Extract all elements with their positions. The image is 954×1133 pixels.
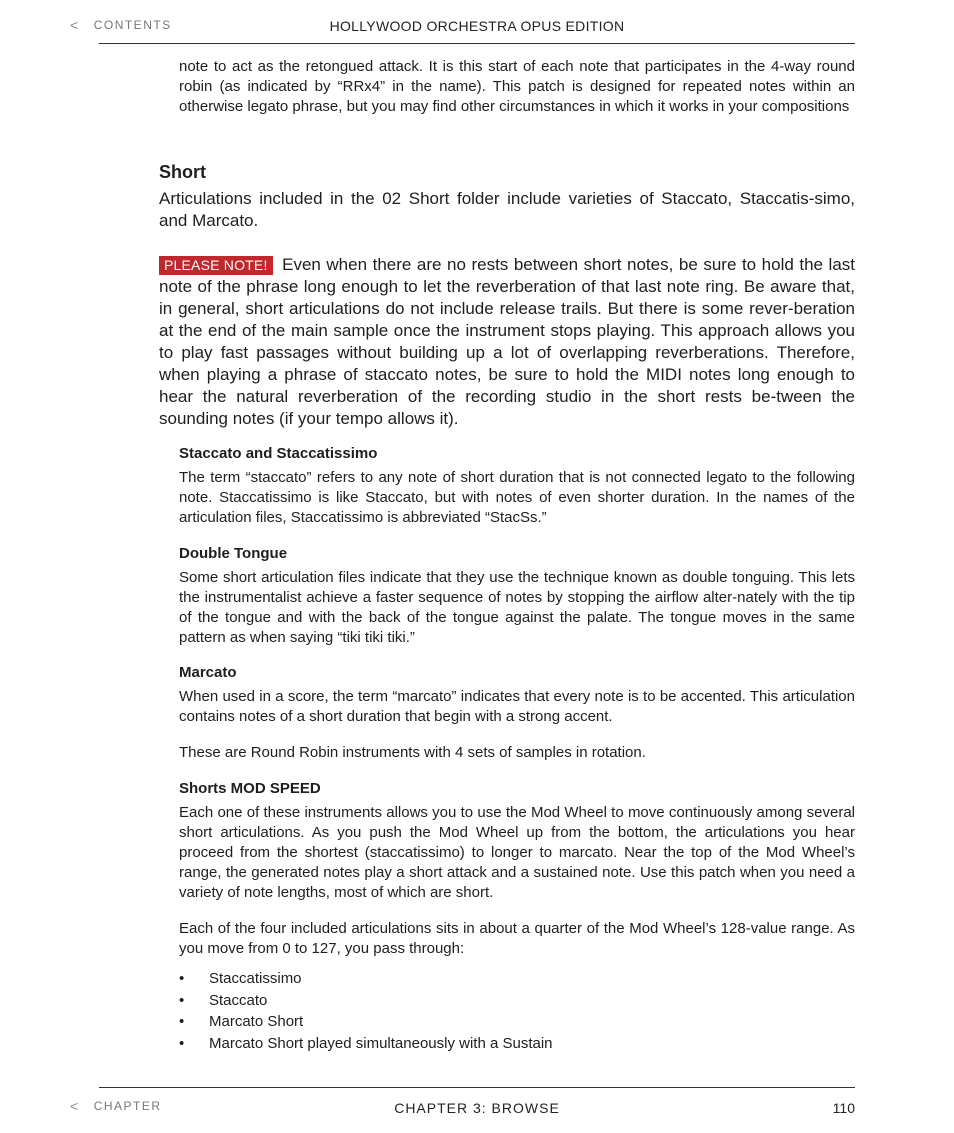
chapter-title: CHAPTER 3: BROWSE [394, 1100, 560, 1116]
section-heading-short: Short [159, 162, 206, 182]
subheading-double-tongue: Double Tongue [179, 545, 288, 562]
header-divider [99, 43, 855, 44]
document-title: HOLLYWOOD ORCHESTRA OPUS EDITION [329, 18, 625, 34]
mod-speed-paragraph: Each one of these instruments allows you to use the Mod Wheel to move continuously among several short articulations. As you push the Mod Wheel up from the bottom, the articulations you hear proceed from the shortest (staccatissimo) to longer to marcato. Near the top of the Mod Wheel’s range, the generated notes play a short attack and a sustained note. Use this patch when you need a variety of note lengths, most of which are short. [179, 804, 855, 901]
chevron-left-icon: < [70, 1098, 80, 1114]
short-paragraph: Articulations included in the 02 Short folder include varieties of Staccato, Staccatis-simo, and Marcato. [159, 189, 855, 230]
note-paragraph [159, 254, 855, 430]
page-number: 110 [832, 1100, 855, 1116]
articulation-list [179, 968, 855, 1054]
subheading-marcato: Marcato [179, 664, 237, 681]
staccato-paragraph: The term “staccato” refers to any note of short duration that is not connected legato to the following note. Staccatissimo is like Staccato, but with notes of even shorter duration. In the names of the articulation files, Staccatissimo is abbreviated “StacSs.” [179, 469, 855, 526]
chapter-label: CHAPTER [93, 1099, 162, 1113]
note-text: Even when there are no rests between short notes, be sure to hold the last note of the phrase long enough to let the reverberation of that last note ring. Be aware that, in general, short articulations do not include release trails. But there is some rever-beration at the end of the main sample once the instrument stops playing. This approach allows you to play fast passages without building up a lot of overlapping reverberations. Therefore, when playing a phrase of staccato notes, be sure to hold the MIDI notes long enough to hear the natural reverberation of the recording studio in the short rests be-tween the sounding notes (if your tempo allows it). [159, 255, 855, 428]
subheading-staccato: Staccato and Staccatissimo [179, 445, 378, 462]
bullet-icon: • [179, 1034, 185, 1052]
list-item: • Marcato Short [179, 1011, 855, 1033]
bullet-icon: • [179, 1013, 185, 1030]
bullet-icon: • [179, 991, 185, 1009]
please-note-badge: PLEASE NOTE! [159, 256, 273, 275]
list-item: • Marcato Short played simultaneously with a Sustain [179, 1033, 855, 1055]
contents-label: CONTENTS [93, 18, 172, 32]
round-robin-paragraph: These are Round Robin instruments with 4 sets of samples in rotation. [179, 744, 646, 761]
subheading-mod-speed: Shorts MOD SPEED [179, 780, 321, 797]
list-item: • Staccatissimo [179, 968, 855, 990]
list-item: • Staccato [179, 990, 855, 1012]
intro-paragraph: note to act as the retongued attack. It is this start of each note that participates in the 4-way round robin (as indicated by “RRx4” in the name). This patch is designed for repeated notes within an otherwise legato phrase, but you may find other circumstances in which it works in your compositions [179, 58, 855, 115]
footer-divider [99, 1087, 855, 1088]
chevron-left-icon: < [70, 17, 80, 33]
bullet-icon: • [179, 970, 185, 987]
quarter-paragraph: Each of the four included articulations sits in about a quarter of the Mod Wheel’s 128-value range. As you move from 0 to 127, you pass through: [179, 920, 855, 957]
double-tongue-paragraph: Some short articulation files indicate that they use the technique known as double tonguing. This lets the instrumentalist achieve a faster sequence of notes by stopping the airflow alter-nately with the tip of the tongue and with the back of the tongue against the palate. The tongue moves in the same pattern as when saying “tiki tiki tiki.” [179, 569, 855, 646]
marcato-paragraph: When used in a score, the term “marcato” indicates that every note is to be accented. This articulation contains notes of a short duration that begin with a strong accent. [179, 688, 855, 725]
